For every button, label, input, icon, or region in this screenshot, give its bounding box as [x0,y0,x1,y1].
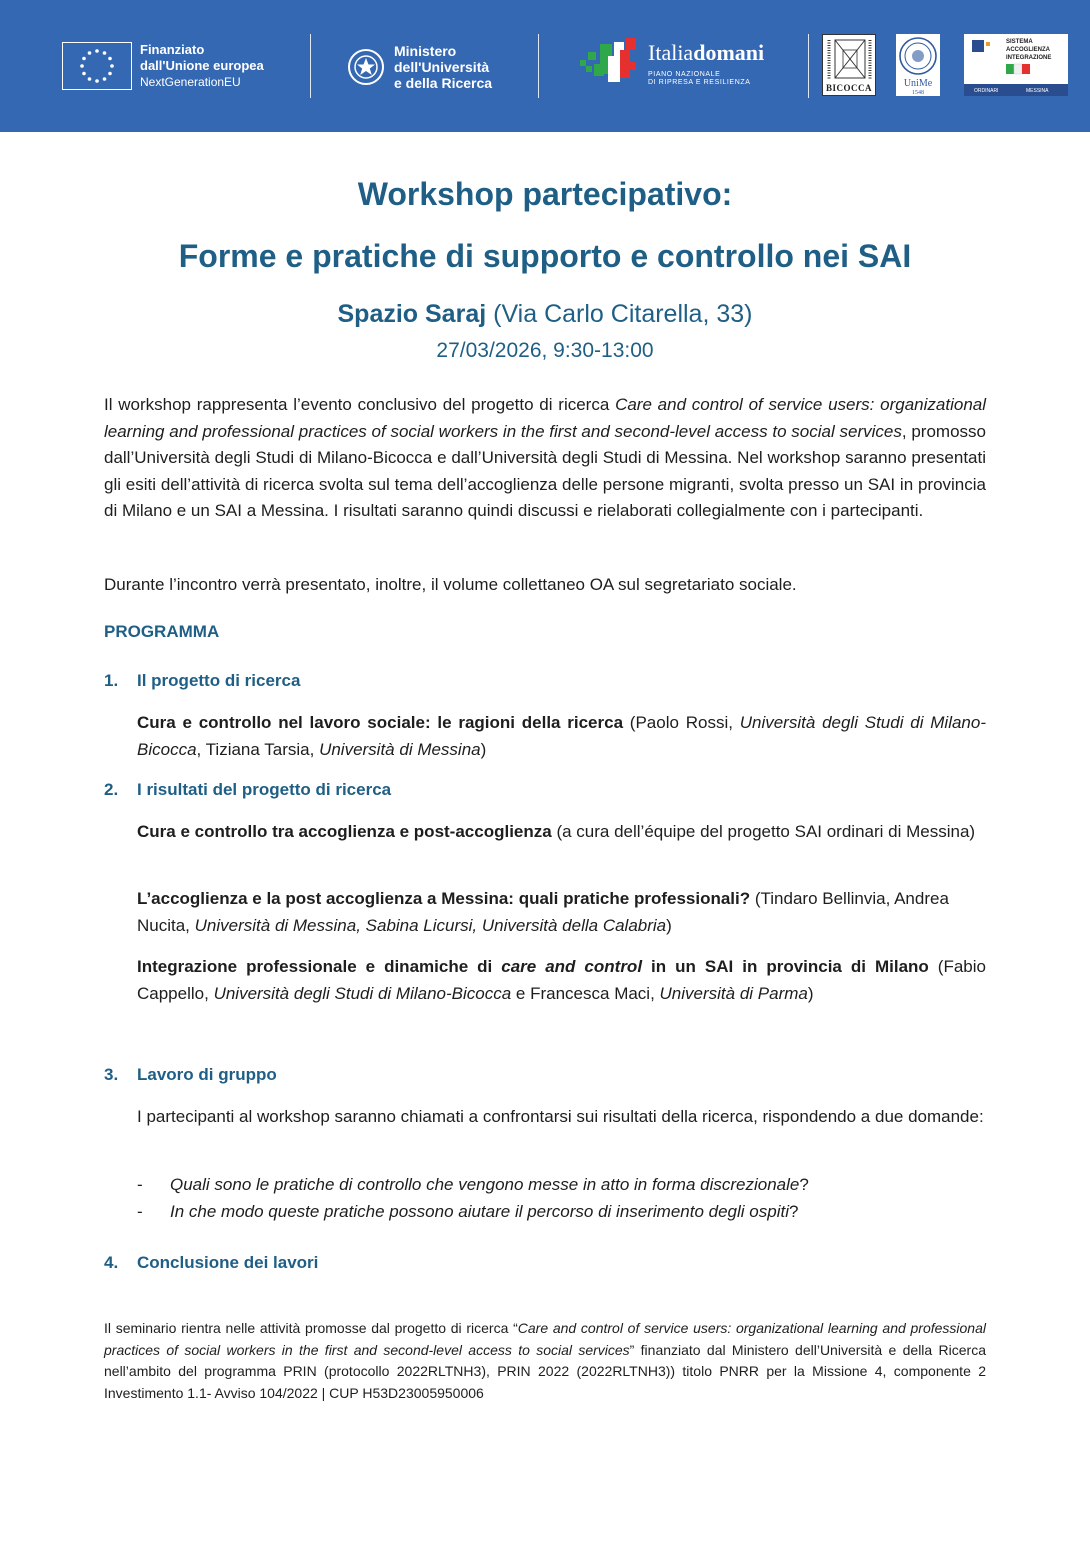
programma-heading: PROGRAMMA [104,622,220,641]
funding-footnote: Il seminario rientra nelle attività promosse dal progetto di ricerca “Care and control of service users: organizational learning and professional practices of social workers in the first and second-level access to social services” finanziato dal Ministero dell’Università e della Ricerca nell’ambito del programma PRIN (protocollo 2022RLTNH3), PRIN 2022 (2022RLTNH3)) titolo PNRR per la Missione 4, componente 2 Investimento 1.1- Avviso 104/2022 | CUP H53D23005950006 [104,1320,986,1401]
program-item: Integrazione professionale e dinamiche di care and control in un SAI in provincia di Milano (Fabio Cappello, Università degli Studi di Milano-Bicocca e Francesca Maci, Università di Parma) [137,957,986,1003]
eu-flag-icon [62,42,132,90]
program-item: Cura e controllo nel lavoro sociale: le ragioni della ricerca (Paolo Rossi, Università degli Studi di Milano-Bicocca, Tiziana Tarsia, Università di Messina) [137,713,986,759]
eu-line-1: Finanziato [140,42,205,57]
unime-seal-icon [896,34,940,96]
program-item: L’accoglienza e la post accoglienza a Messina: quali pratiche professionali? (Tindaro Bellinvia, Andrea Nucita, Università di Messina, Sabina Licursi, Università della Calabria) [137,889,949,935]
section-heading: 2. I risultati del progetto di ricerca [104,780,392,799]
page-subtitle: Forme e pratiche di supporto e controllo nei SAI [178,238,912,274]
intro-paragraph-2: Durante l’incontro verrà presentato, inoltre, il volume collettaneo OA sul segretariato sociale. [104,575,797,594]
mur-line-1: Ministero [394,43,457,59]
svg-text:SISTEMA: SISTEMA [1006,39,1033,45]
mur-line-2: dell'Università [394,59,490,75]
venue-name: Spazio Saraj [337,300,487,328]
unime-logo [896,34,940,96]
italiadomani-sub-1: PIANO NAZIONALE [648,71,721,78]
section-heading: 3. Lavoro di gruppo [104,1065,277,1084]
event-date: 27/03/2026, 9:30-13:00 [436,339,654,362]
bicocca-word: BICOCCA [825,83,872,93]
italian-emblem-icon [346,45,386,89]
question-item: - In che modo queste pratiche possono aiutare il percorso di inserimento degli ospiti? [137,1202,799,1221]
header-divider [310,34,311,98]
svg-text:INTEGRAZIONE: INTEGRAZIONE [1006,55,1052,61]
mur-line-3: e della Ricerca [394,75,493,91]
svg-text:MESSINA: MESSINA [1026,88,1049,94]
page-title: Workshop partecipativo: [357,176,733,212]
question-item: - Quali sono le pratiche di controllo che vengono messe in atto in forma discrezionale? [137,1175,809,1194]
eu-funding-logo [62,42,264,90]
section-heading: 4. Conclusione dei lavori [104,1253,319,1272]
header-divider [538,34,539,98]
svg-text:UniMe: UniMe [903,78,933,89]
program-item: I partecipanti al workshop saranno chiamati a confrontarsi sui risultati della ricerca, rispondendo a due domande: [137,1107,984,1126]
section-heading: 1. Il progetto di ricerca [104,671,301,690]
svg-text:ORDINARI: ORDINARI [974,88,999,94]
eu-line-2: dall'Unione europea [140,58,264,73]
header-band [0,0,1090,132]
sai-logo [964,34,1068,96]
bicocca-emblem-icon [823,36,875,84]
italiadomani-sub-2: DI RIPRESA E RESILIENZA [648,79,751,86]
sai-emblem-icon [964,34,1068,96]
italiadomani-name: Italiadomani [648,40,765,65]
italiadomani-pixel-icon [578,36,644,92]
venue-address: (Via Carlo Citarella, 33) [493,300,753,328]
mur-logo [346,43,492,91]
venue [0,300,1090,329]
bicocca-logo [822,34,876,96]
intro-paragraph: Il workshop rappresenta l’evento conclusivo del progetto di ricerca Care and control of service users: organizational learning and professional practices of social workers in the first and second-level access to social services, promosso dall’Università degli Studi di Milano-Bicocca e dall’Università degli Studi di Messina. Nel workshop saranno presentati gli esiti dell’attività di ricerca svolta sul tema dell’accoglienza delle persone migranti, svolta presso un SAI in provincia di Milano e un SAI a Messina. I risultati saranno quindi discussi e rielaborati collegialmente con i partecipanti. [104,395,987,520]
header-divider [808,34,809,98]
svg-text:1548: 1548 [912,90,924,96]
program-item: Cura e controllo tra accoglienza e post-accoglienza (a cura dell’équipe del progetto SAI ordinari di Messina) [137,822,976,841]
italiadomani-logo [578,36,764,92]
eu-line-3: NextGenerationEU [140,75,241,89]
svg-text:ACCOGLIENZA: ACCOGLIENZA [1006,47,1050,53]
